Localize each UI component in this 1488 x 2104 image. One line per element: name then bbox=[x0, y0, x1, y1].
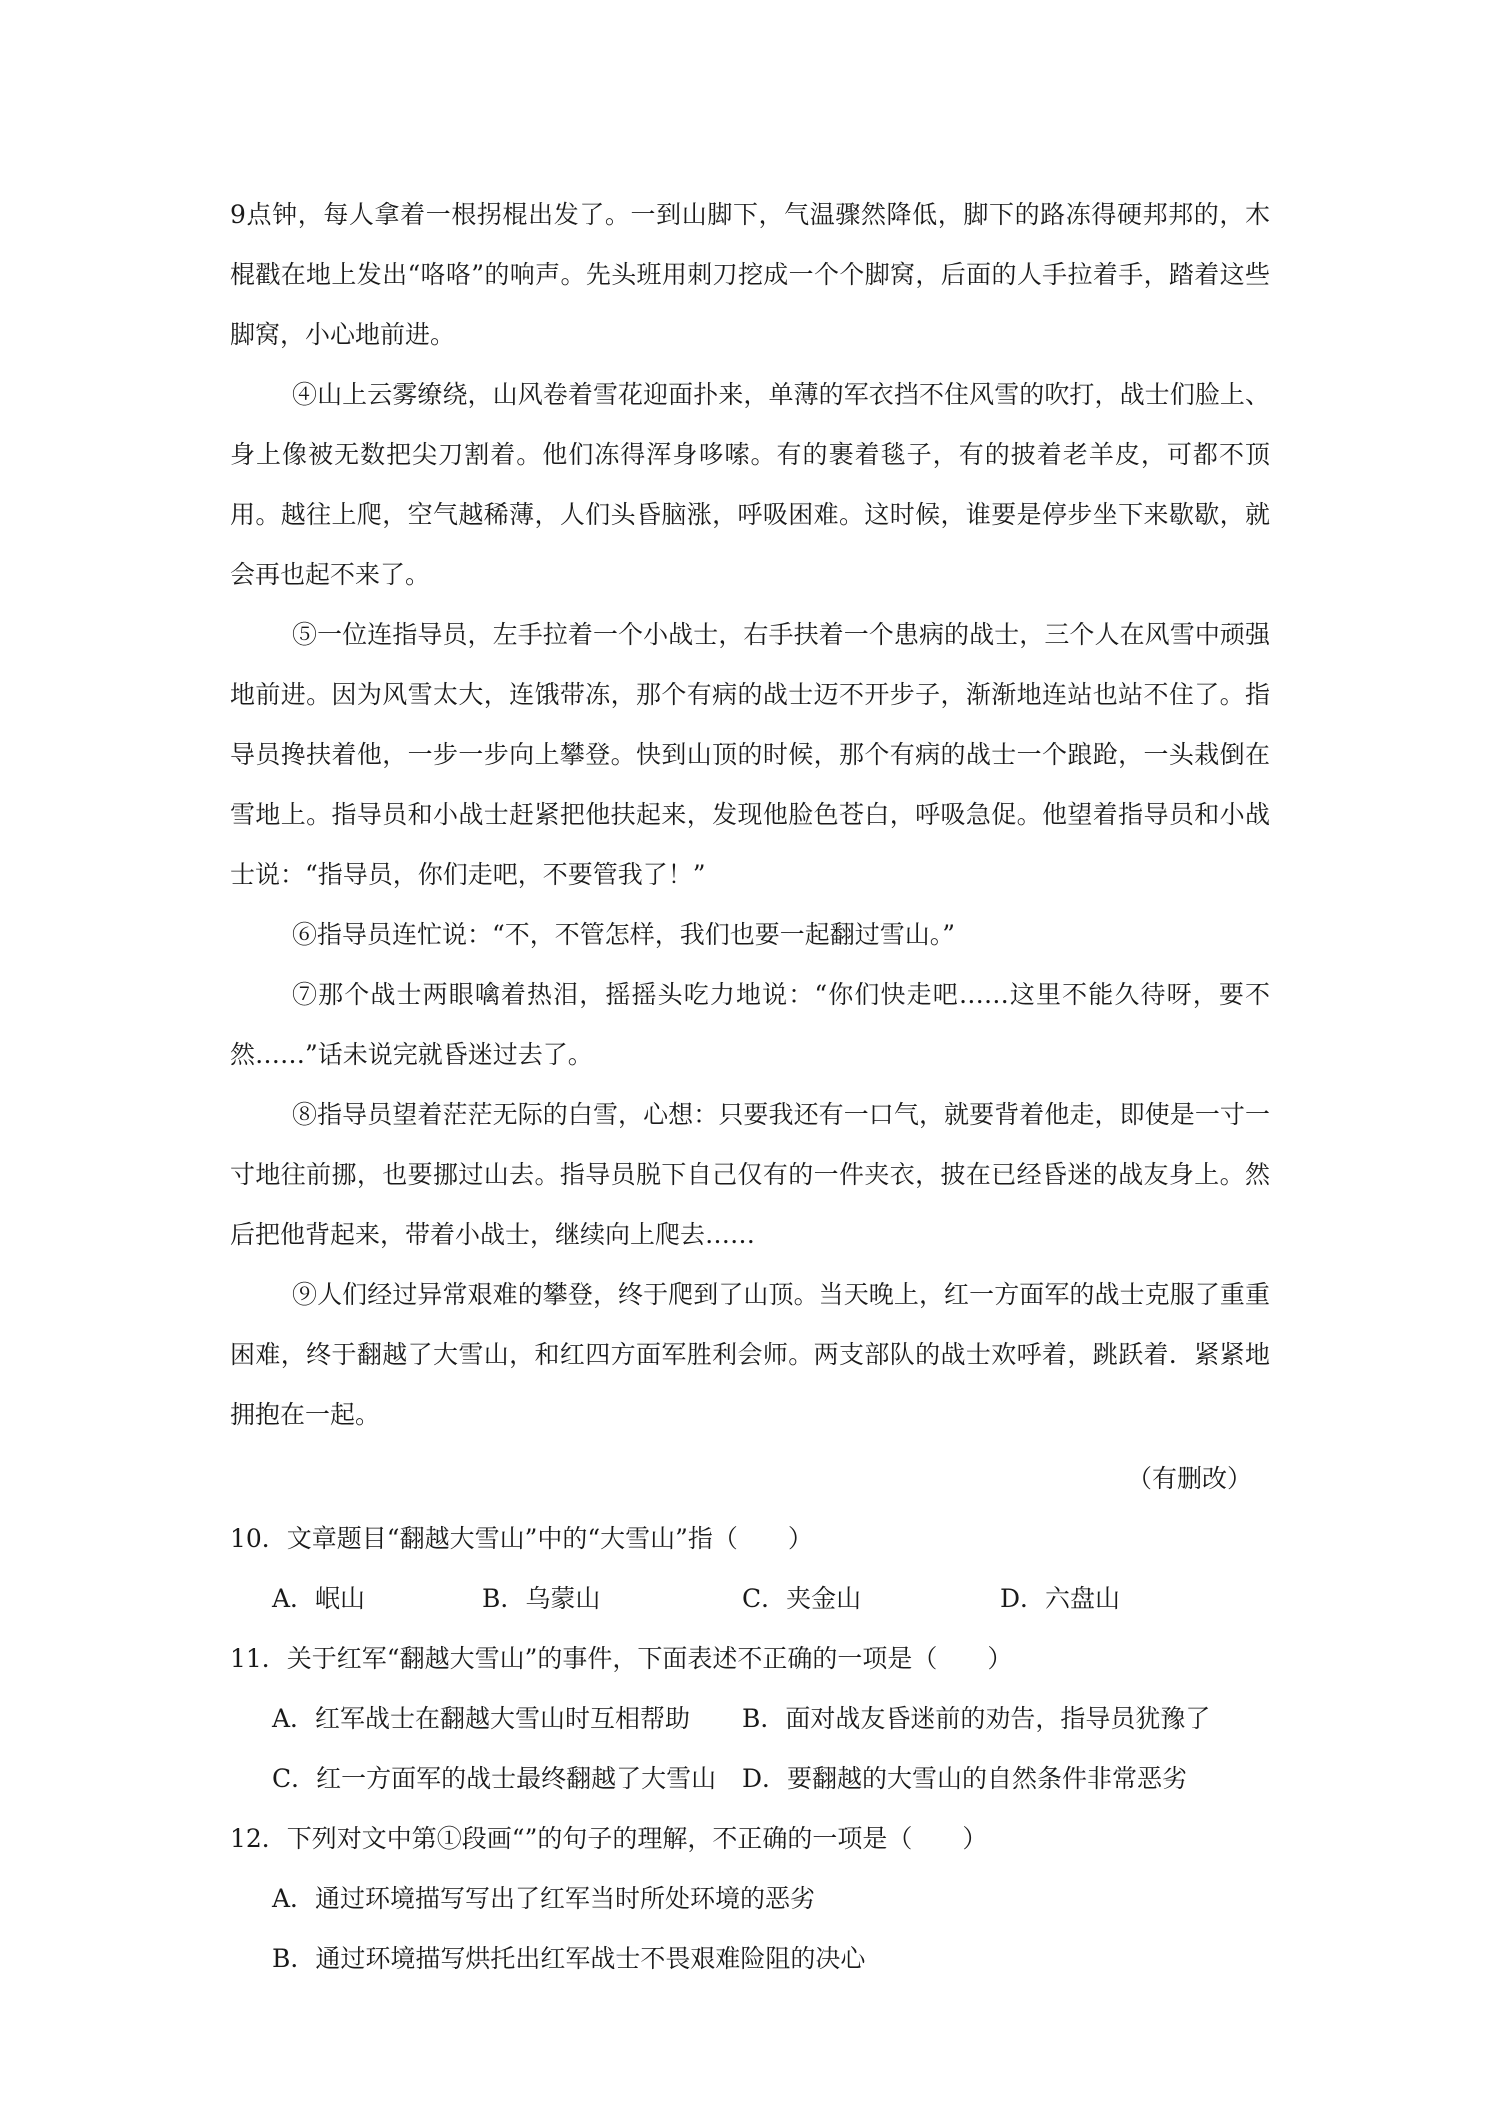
passage-paragraph-7: ⑦那个战士两眼噙着热泪，摇摇头吃力地说：“你们快走吧……这里不能久待呀，要不然……”话未说完就昏迷过去了。 bbox=[230, 980, 1270, 1069]
question-11-options-row-2 bbox=[230, 1749, 1270, 1809]
passage-paragraph-9: ⑨人们经过异常艰难的攀登，终于爬到了山顶。当天晚上，红一方面军的战士克服了重重困难，终于翻越了大雪山，和红四方面军胜利会师。两支部队的战士欢呼着，跳跃着．紧紧地拥抱在一起。 bbox=[230, 1280, 1270, 1429]
question-10-option-b: B．乌蒙山 bbox=[482, 1584, 601, 1613]
question-10-option-a: A．岷山 bbox=[272, 1584, 366, 1613]
question-11-option-c: C．红一方面军的战士最终翻越了大雪山 bbox=[272, 1764, 717, 1793]
question-11-option-b: B．面对战友昏迷前的劝告，指导员犹豫了 bbox=[742, 1704, 1211, 1733]
passage-paragraph-continued: 9点钟，每人拿着一根拐棍出发了。一到山脚下，气温骤然降低，脚下的路冻得硬邦邦的，木棍戳在地上发出“咯咯”的响声。先头班用刺刀挖成一个个脚窝，后面的人手拉着手，踏着这些脚窝，小心地前进。 bbox=[230, 200, 1270, 349]
passage-paragraph-8: ⑧指导员望着茫茫无际的白雪，心想：只要我还有一口气，就要背着他走，即使是一寸一寸地往前挪，也要挪过山去。指导员脱下自己仅有的一件夹衣，披在已经昏迷的战友身上。然后把他背起来，带着小战士，继续向上爬去…… bbox=[230, 1100, 1270, 1249]
question-10-option-c: C．夹金山 bbox=[742, 1584, 862, 1613]
question-10-options bbox=[230, 1569, 1270, 1629]
question-10-option-d: D．六盘山 bbox=[1000, 1584, 1121, 1613]
source-note: （有删改） bbox=[1126, 1464, 1252, 1493]
question-12-stem: 12．下列对文中第①段画“”的句子的理解，不正确的一项是（ ） bbox=[230, 1824, 988, 1853]
question-12-option-a: A．通过环境描写写出了红军当时所处环境的恶劣 bbox=[272, 1884, 816, 1913]
question-12-option-b: B．通过环境描写烘托出红军战士不畏艰难险阻的决心 bbox=[272, 1944, 866, 1973]
passage-paragraph-4: ④山上云雾缭绕，山风卷着雪花迎面扑来，单薄的军衣挡不住风雪的吹打，战士们脸上、身上像被无数把尖刀割着。他们冻得浑身哆嗦。有的裹着毯子，有的披着老羊皮，可都不顶用。越往上爬，空气越稀薄，人们头昏脑涨，呼吸困难。这时候，谁要是停步坐下来歇歇，就会再也起不来了。 bbox=[230, 380, 1270, 589]
question-11-option-a: A．红军战士在翻越大雪山时互相帮助 bbox=[272, 1704, 691, 1733]
question-10-stem: 10．文章题目“翻越大雪山”中的“大雪山”指（ ） bbox=[230, 1524, 813, 1553]
passage-paragraph-6: ⑥指导员连忙说：“不，不管怎样，我们也要一起翻过雪山。” bbox=[292, 920, 956, 949]
question-11-options-row-1 bbox=[230, 1689, 1270, 1749]
passage-paragraph-5: ⑤一位连指导员，左手拉着一个小战士，右手扶着一个患病的战士，三个人在风雪中顽强地前进。因为风雪太大，连饿带冻，那个有病的战士迈不开步子，渐渐地连站也站不住了。指导员搀扶着他，一步一步向上攀登。快到山顶的时候，那个有病的战士一个踉跄，一头栽倒在雪地上。指导员和小战士赶紧把他扶起来，发现他脸色苍白，呼吸急促。他望着指导员和小战士说：“指导员，你们走吧，不要管我了！” bbox=[230, 620, 1270, 889]
page-content bbox=[230, 185, 1270, 1989]
question-11-stem: 11．关于红军“翻越大雪山”的事件，下面表述不正确的一项是（ ） bbox=[230, 1644, 1013, 1673]
question-11-option-d: D．要翻越的大雪山的自然条件非常恶劣 bbox=[742, 1764, 1188, 1793]
